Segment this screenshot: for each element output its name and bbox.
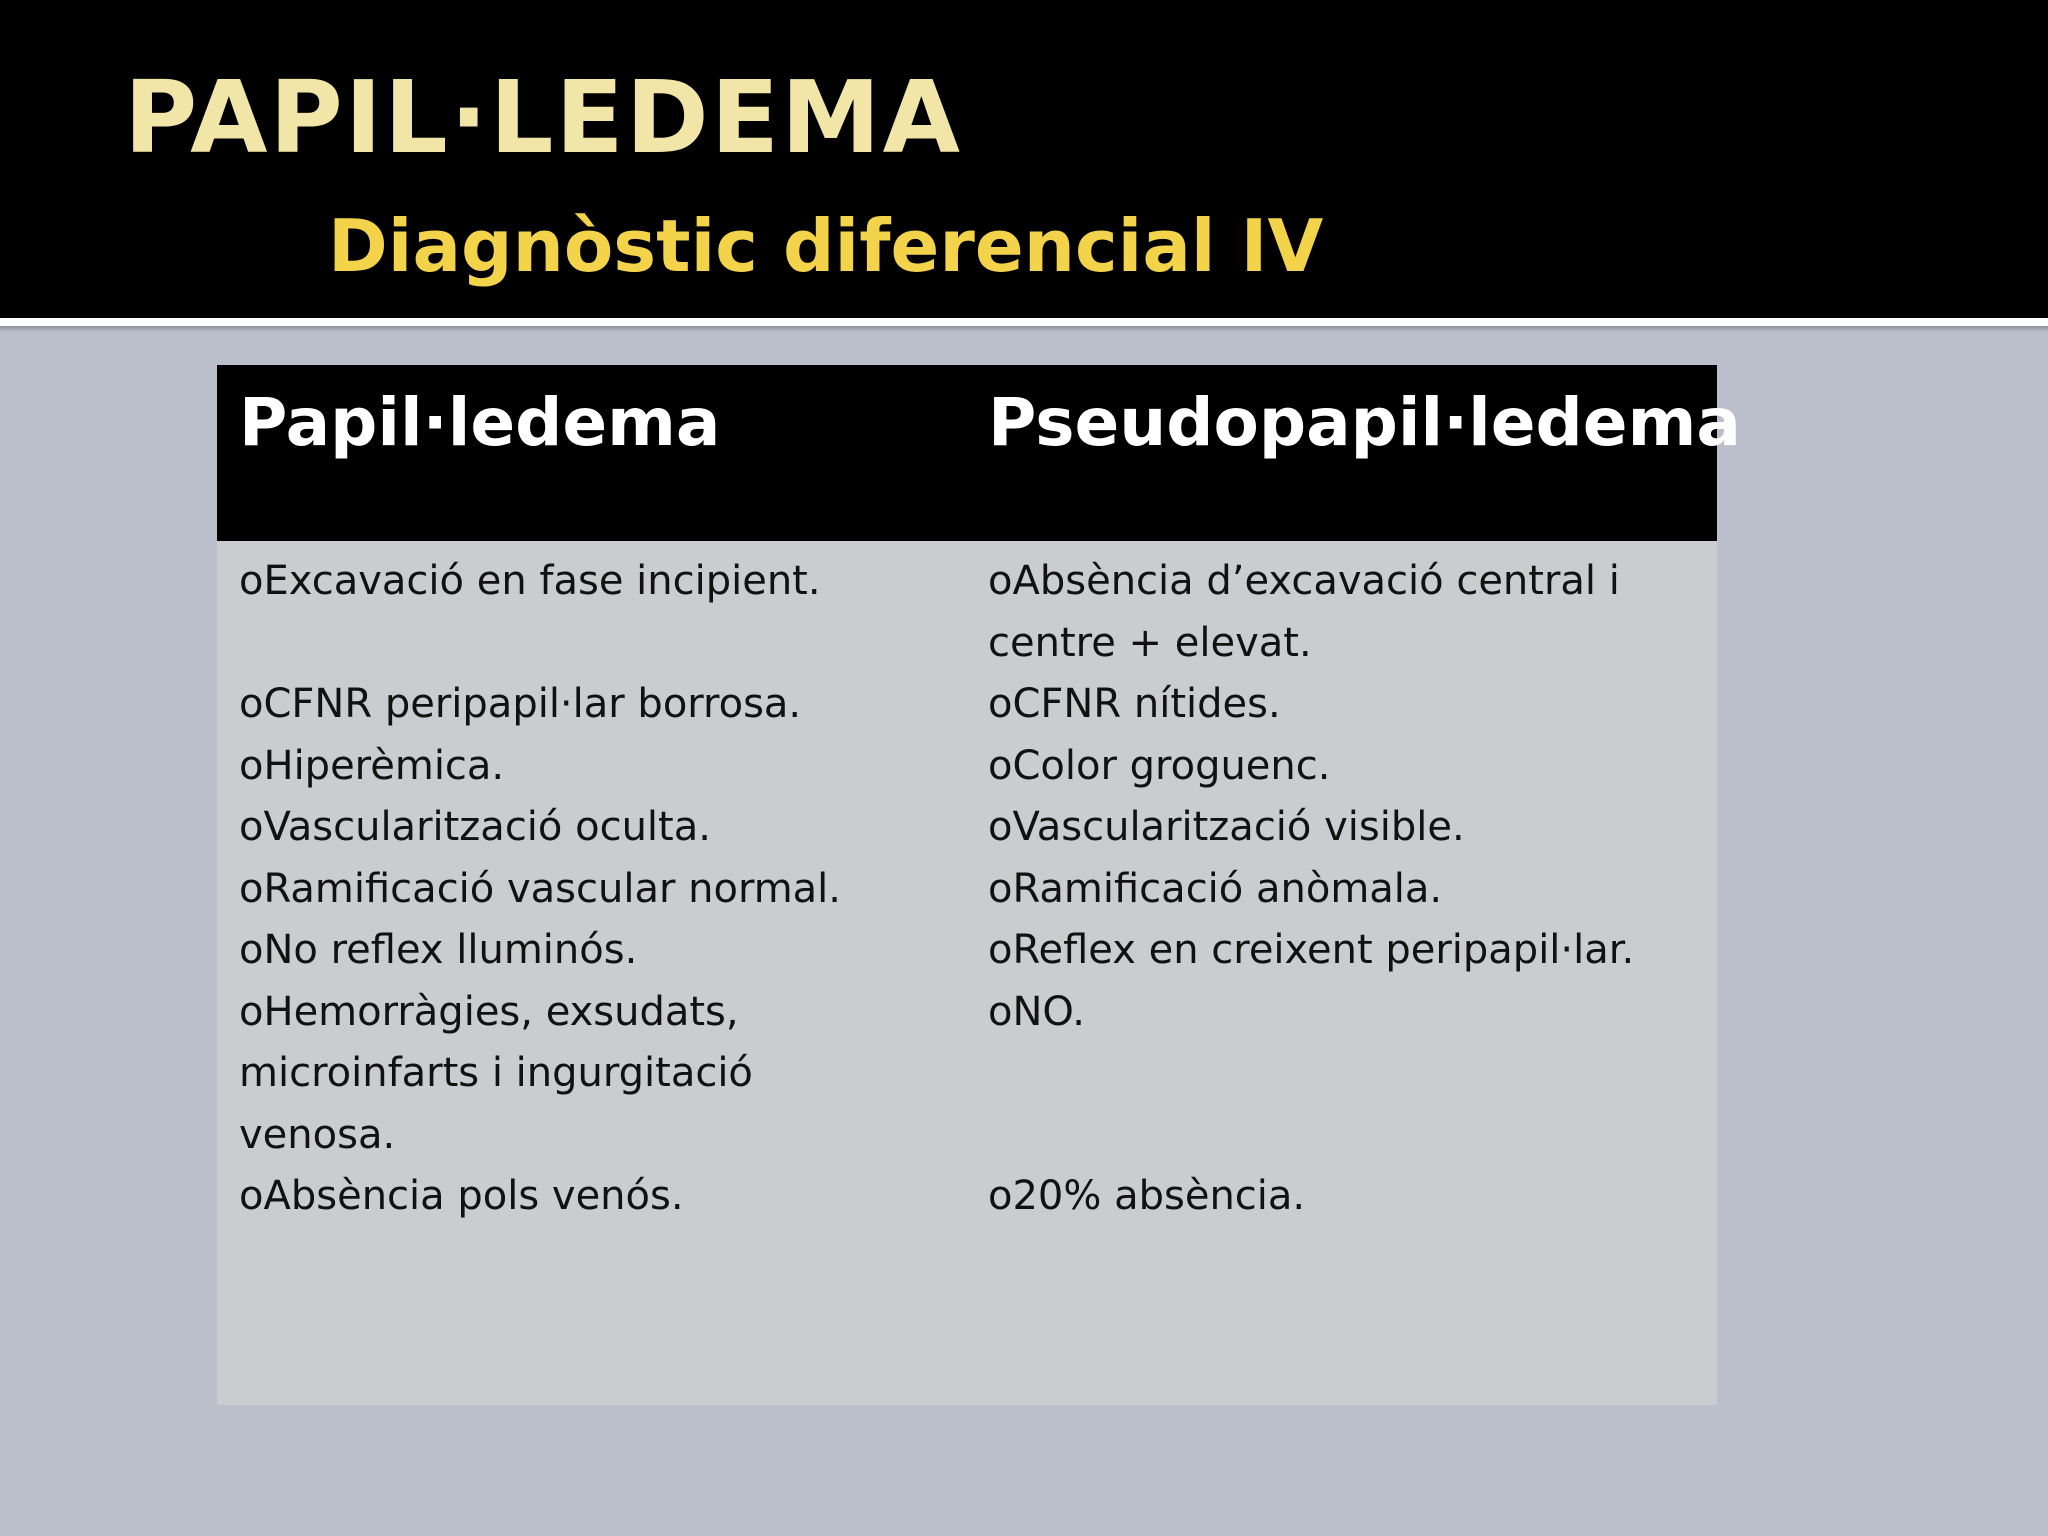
pseudopapilledema-column: [988, 551, 1708, 1228]
bullet-icon: o: [239, 804, 264, 850]
bullet-icon: o: [988, 865, 1013, 912]
list-item-text: Ramificació vascular normal.: [263, 865, 842, 912]
list-item-text: 20% absència.: [1012, 1173, 1306, 1219]
list-item-text: No reflex lluminós.: [263, 927, 638, 973]
list-item-text: Color groguenc.: [1012, 742, 1331, 789]
list-item: [988, 797, 1708, 859]
bullet-icon: o: [988, 681, 1013, 727]
comparison-table: [217, 365, 1741, 1405]
list-item-text: Absència pols venós.: [263, 1173, 684, 1219]
slide-title: PAPIL·LEDEMA: [124, 59, 962, 176]
list-item-text: Hiperèmica.: [263, 742, 505, 789]
list-item-text: Ramificació anòmala.: [1012, 865, 1443, 912]
bullet-icon: o: [239, 927, 264, 973]
bullet-icon: o: [239, 681, 264, 727]
list-item-text: Vascularització visible.: [1012, 804, 1465, 850]
bullet-icon: o: [239, 865, 264, 912]
bullet-icon: o: [988, 742, 1013, 789]
bullet-icon: o: [239, 558, 264, 604]
bullet-icon: o: [239, 988, 264, 1035]
list-item: [988, 859, 1708, 921]
list-item-text: Vascularització oculta.: [263, 804, 711, 850]
bullet-icon: o: [988, 804, 1013, 850]
list-item: [988, 736, 1708, 798]
list-item: [239, 674, 959, 736]
list-item: [239, 797, 959, 859]
list-item: [239, 920, 959, 982]
column-header-pseudopapilledema: Pseudopapil·ledema: [988, 384, 1741, 461]
bullet-icon: o: [239, 1173, 264, 1219]
column-header-papilledema: Papil·ledema: [239, 384, 721, 461]
title-band: [0, 0, 2048, 318]
list-item: [988, 982, 1708, 1044]
list-item: [239, 982, 799, 1167]
list-item-text: NO.: [1012, 988, 1085, 1035]
papilledema-column: [239, 551, 959, 1228]
bullet-icon: o: [239, 742, 264, 789]
title-divider: [0, 318, 2048, 326]
title-divider-shadow: [0, 326, 2048, 332]
list-item: [988, 920, 1708, 982]
list-item: [239, 736, 959, 798]
list-item-text: CFNR peripapil·lar borrosa.: [263, 681, 802, 727]
list-item-text: Hemorràgies, exsudats, microinfarts i ingurgitació venosa.: [239, 988, 753, 1158]
bullet-icon: o: [988, 988, 1013, 1035]
list-item-text: Excavació en fase incipient.: [263, 558, 821, 604]
slide-subtitle: Diagnòstic diferencial IV: [328, 204, 1324, 288]
bullet-icon: o: [988, 558, 1013, 604]
bullet-icon: o: [988, 1173, 1013, 1219]
list-item: [988, 551, 1668, 674]
list-item: [239, 551, 959, 613]
list-item-text: Absència d’excavació central i centre + elevat.: [988, 558, 1620, 666]
list-item-text: CFNR nítides.: [1012, 681, 1281, 727]
table-header-row: [217, 365, 1741, 541]
bullet-icon: o: [988, 927, 1013, 973]
list-item-text: Reflex en creixent peripapil·lar.: [1012, 927, 1635, 973]
list-item: [988, 1166, 1708, 1228]
list-item: [988, 674, 1708, 736]
list-item: [239, 1166, 959, 1228]
list-item: [239, 859, 959, 921]
